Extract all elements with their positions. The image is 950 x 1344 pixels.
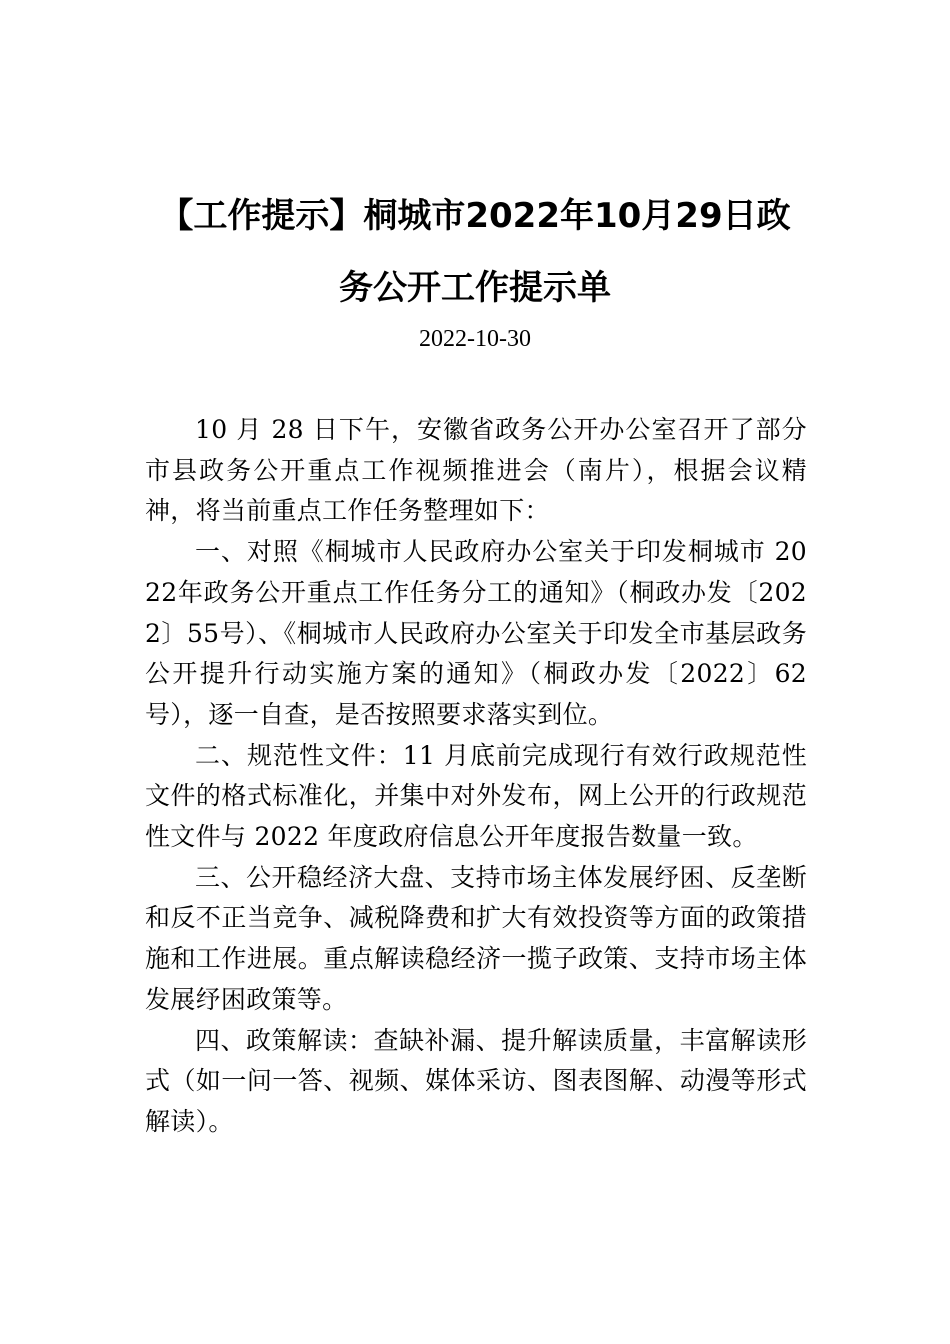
- document-body: [145, 410, 807, 1143]
- paragraph-item-4: 四、政策解读：查缺补漏、提升解读质量，丰富解读形式（如一问一答、视频、媒体采访、图表图解、动漫等形式解读）。: [145, 1025, 807, 1136]
- document-title-line-2: 务公开工作提示单: [339, 268, 611, 308]
- document-date: 2022-10-30: [419, 326, 531, 352]
- paragraph-intro: 10 月 28 日下午，安徽省政务公开办公室召开了部分市县政务公开重点工作视频推进会（南片），根据会议精神，将当前重点工作任务整理如下：: [145, 415, 807, 526]
- paragraph-item-3: 三、公开稳经济大盘、支持市场主体发展纾困、反垄断和反不正当竞争、减税降费和扩大有效投资等方面的政策措施和工作进展。重点解读稳经济一揽子政策、支持市场主体发展纾困政策等。: [145, 862, 807, 1014]
- paragraph-item-1: 一、对照《桐城市人民政府办公室关于印发桐城市 2022年政务公开重点工作任务分工的通知》（桐政办发〔2022〕55号）、《桐城市人民政府办公室关于印发全市基层政务公开提升行动实施方案的通知》（桐政办发〔2022〕62 号），逐一自查，是否按照要求落实到位。: [145, 537, 807, 729]
- document-title-line-1: 【工作提示】桐城市2022年10月29日政: [159, 196, 791, 236]
- paragraph-item-2: 二、规范性文件：11 月底前完成现行有效行政规范性文件的格式标准化，并集中对外发布，网上公开的行政规范性文件与 2022 年度政府信息公开年度报告数量一致。: [145, 740, 807, 852]
